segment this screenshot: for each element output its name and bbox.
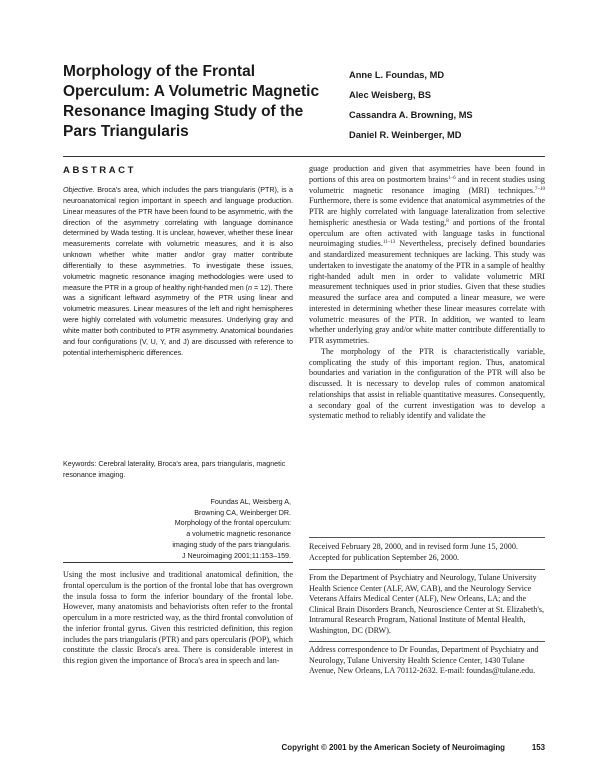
right-column-text — [309, 164, 545, 422]
article-title: Morphology of the Frontal Operculum: A Volumetric Magnetic Resonance Imaging Study of the Pars Triangularis — [63, 63, 320, 140]
citation-line: Browning CA, Weinberger DR. — [194, 508, 291, 517]
reference-marker: 11–13 — [382, 240, 396, 246]
objective-text-end: = 12). There was a significant leftward asymmetry of the PTR using linear and volumetric measures. Linear measures of the left and right hemispheres were highly correlated with volumetric measures. Underlying gray and white matter both contributed to PTR asymmetry. Anatomical boundaries and four configurations (V, U, Y, and J) are discussed with reference to potential interhemispheric differences. — [63, 283, 294, 357]
citation-block — [140, 497, 291, 561]
author-name: Alec Weisberg, BS — [349, 90, 431, 100]
footnote-divider — [309, 641, 545, 642]
received-note: Received February 28, 2000, and in revised form June 15, 2000. Accepted for publication September 26, 2000. — [309, 542, 518, 562]
citation-line: Foundas AL, Weisberg A, — [210, 498, 291, 506]
author-name: Cassandra A. Browning, MS — [349, 110, 473, 120]
objective-label: Objective. — [63, 186, 95, 194]
abstract-heading: ABSTRACT — [63, 165, 137, 176]
author-name: Anne L. Foundas, MD — [349, 70, 445, 80]
citation-line: J Neuroimaging 2001;11:153–159. — [181, 551, 291, 560]
reference-marker: 8 — [446, 218, 449, 224]
correspondence-note: Address correspondence to Dr Foundas, Department of Psychiatry and Neurology, Tulane University Health Science Center, 1430 Tulane Avenue, New Orleans, LA 70112-2632. E-mail: foundas@tulane.edu. — [309, 645, 539, 675]
page-number: 153 — [531, 743, 545, 752]
affiliation-note: From the Department of Psychiatry and Neurology, Tulane University Health Science Center (ALF, AW, CAB), and the Neurology Service Veterans Affairs Medical Center (ALF), New Orleans, LA; and the Clinical Brain Disorders Branch, Neuroscience Center at St. Elizabeth's, Intramural Research Program, National Institute of Mental Health, Washington, DC (DRW). — [309, 573, 544, 635]
citation-line: Morphology of the frontal operculum: — [174, 519, 291, 528]
abstract-divider — [63, 562, 293, 563]
objective-text: Broca's area, which includes the pars triangularis (PTR), is a neuroanatomical region important in speech and language production. Linear measures of the PTR have been found to be asymmetric, with the direction of the asymmetry correlating with language dominance determined by Wada testing. It is unclear, however, whether these linear measurements correlate with volumetric measures, and it is also unknown whether white matter and/or gray matter contribute differentially to these asymmetries. To investigate these issues, volumetric magnetic resonance imaging methodologies were used to measure the PTR in a group of healthy right-handed men ( — [63, 186, 293, 292]
citation-line: a volumetric magnetic resonance — [186, 530, 291, 539]
footnote-divider — [309, 537, 545, 538]
keywords: Keywords: Cerebral laterality, Broca's area, pars triangularis, magnetic resonance imaging. — [63, 460, 286, 479]
author-name: Daniel R. Weinberger, MD — [349, 130, 462, 140]
reference-marker: 7–10 — [535, 186, 545, 192]
intro-paragraph: Using the most inclusive and traditional anatomical definition, the frontal operculum is the portion of the frontal lobe that has overgrown the insula fossa to form the inferior boundary of the frontal lobe. However, many anatomists and behaviorists often refer to the frontal operculum in a more restricted way, as the third frontal convolution of the inferior frontal gyrus. Given this restricted definition, this region includes the pars triangularis (PTR) and pars opercularis (POP), which constitute the classic Broca's area. There is considerable interest in this region given the importance of Broca's area in speech and lan- — [63, 570, 293, 665]
copyright-line: Copyright © 2001 by the American Society of Neuroimaging — [281, 743, 505, 752]
morphology-paragraph: The morphology of the PTR is characteristically variable, complicating the study of this important region. Thus, anatomical boundaries and variation in the configuration of the PTR will also be discussed. It is necessary to develop rules of common anatomical relationships that assist in reliable quantitative measures. Consequently, a secondary goal of the current investigation was to develop a systematic method to reliably identify and validate the — [309, 346, 545, 421]
sample-size-symbol: n — [248, 283, 253, 292]
reference-marker: 1–6 — [448, 175, 456, 181]
abstract-text — [63, 185, 293, 359]
page-footer — [0, 743, 545, 757]
intro-paragraph-continued: guage production and given that asymmetries have been found in portions of this area on postmortem brains$^{1-6}$ and in recent studies using volumetric magnetic resonance imaging (MRI) techniques.$^{7-10}$ Furthermore, there is some evidence that anatomical asymmetries of the PTR are highly correlated with language lateralization from selective hemispheric anesthesia or Wada testing,$^8$ and portions of the frontal operculum are often activated with language tasks in functional neuroimaging studies.$^{11-13}$ Nevertheless, precisely defined boundaries and standardized measurement techniques are lacking. This study was undertaken to investigate the anatomy of the PTR in a sample of healthy right-handed adult men in order to validate volumetric MRI measurement techniques used in prior studies. Given that these studies measured the surface area and computed a linear measure, we were interested in determining whether these linear measures correlate with volumetric measures of the PTR. In addition, we wanted to learn whether underlying gray and/or white matter contribute differentially to PTR asymmetries. — [309, 164, 545, 345]
author-list — [349, 68, 579, 148]
citation-line: imaging study of the pars triangularis. — [172, 540, 291, 549]
footnote-divider — [309, 569, 545, 570]
header-divider — [63, 156, 545, 157]
